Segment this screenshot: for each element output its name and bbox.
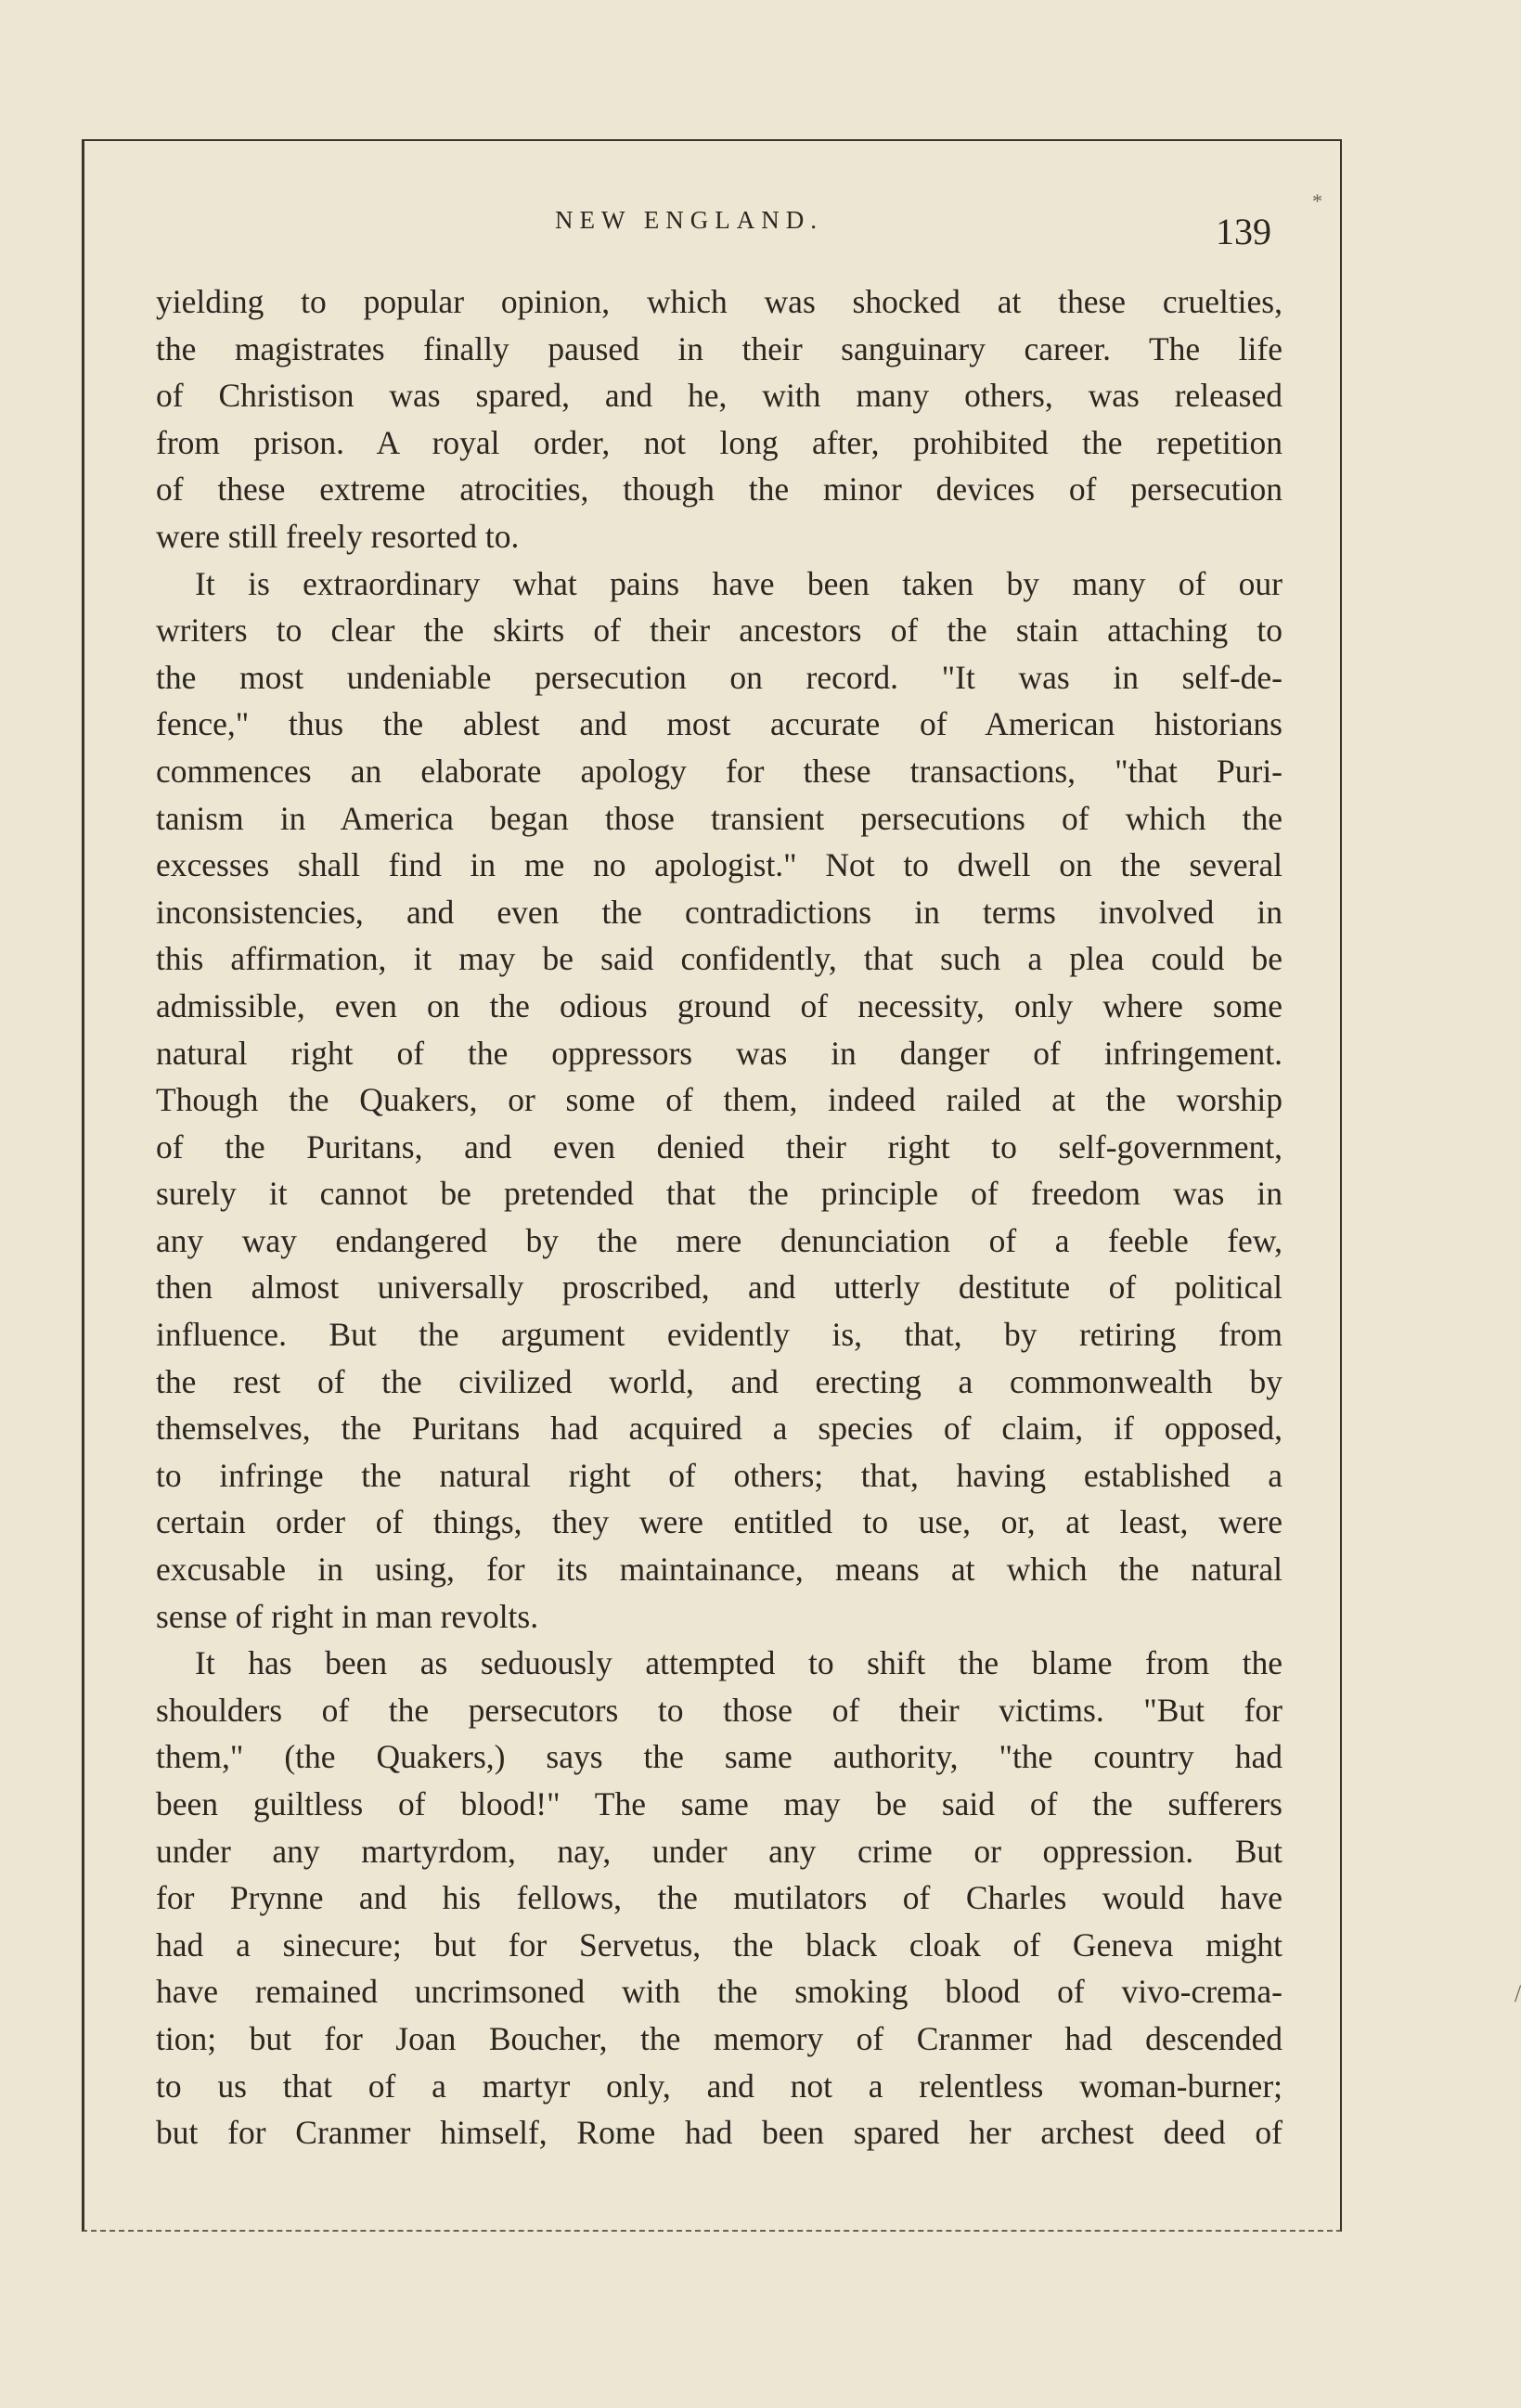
text-line: then almost universally proscribed, and utterly destitute of political [156,1268,1283,1307]
text-line: to infringe the natural right of others; that, having established a [156,1456,1283,1494]
text-line: surely it cannot be pretended that the principle of freedom was in [156,1175,1283,1213]
text-line: excesses shall find in me no apologist." Not to dwell on the several [156,846,1283,884]
text-line: were still freely resorted to. [156,517,520,555]
text-line: any way endangered by the mere denunciation of a feeble few, [156,1221,1283,1259]
text-line: admissible, even on the odious ground of necessity, only where some [156,986,1283,1024]
text-line: of the Puritans, and even denied their right to self-government, [156,1127,1283,1165]
text-line: It is extraordinary what pains have been taken by many of our [195,564,1283,602]
text-line: shoulders of the persecutors to those of their victims. "But for [156,1691,1283,1729]
running-head: NEW ENGLAND. [555,206,823,234]
page-header [0,202,1488,252]
text-line: commences an elaborate apology for these transactions, "that Puri- [156,752,1283,790]
text-line: sense of right in man revolts. [156,1597,539,1635]
text-line: tanism in America began those transient persecutions of which the [156,799,1283,837]
text-line: for Prynne and his fellows, the mutilators of Charles would have [156,1879,1283,1917]
text-line: been guiltless of blood!" The same may be said of the sufferers [156,1785,1283,1822]
text-line: the most undeniable persecution on record. "It was in self-de- [156,658,1283,696]
text-line: excusable in using, for its maintainance, means at which the natural [156,1551,1283,1589]
body-text [156,278,1283,2157]
text-line: the magistrates finally paused in their sanguinary career. The life [156,329,1283,367]
paragraph [156,1640,1283,2157]
page-number: 139 [1216,211,1271,252]
text-line: It has been as seduously attempted to shift the blame from the [195,1644,1283,1682]
text-line: Though the Quakers, or some of them, indeed railed at the worship [156,1081,1283,1119]
text-line: to us that of a martyr only, and not a relentless woman-burner; [156,2067,1283,2105]
paragraph [156,560,1283,1641]
text-line: certain order of things, they were entitled to use, or, at least, were [156,1503,1283,1541]
text-line: from prison. A royal order, not long after, prohibited the repetition [156,423,1283,461]
text-line: themselves, the Puritans had acquired a species of claim, if opposed, [156,1410,1283,1448]
margin-mark-slash: / [1515,1980,1521,2007]
text-line: tion; but for Joan Boucher, the memory of Cranmer had descended [156,2019,1283,2057]
text-line: have remained uncrimsoned with the smoking blood of vivo-crema- [156,1973,1283,2011]
text-line: influence. But the argument evidently is, that, by retiring from [156,1316,1283,1354]
text-line: writers to clear the skirts of their ancestors of the stain attaching to [156,612,1283,650]
text-line: under any martyrdom, nay, under any crime or oppression. But [156,1832,1283,1870]
margin-mark-asterisk: * [1312,189,1322,212]
text-line: of Christison was spared, and he, with many others, was released [156,377,1283,415]
text-line: this affirmation, it may be said confidently, that such a plea could be [156,940,1283,978]
text-line: had a sinecure; but for Servetus, the black cloak of Geneva might [156,1925,1283,1964]
text-line: natural right of the oppressors was in danger of infringement. [156,1034,1283,1072]
paragraph [156,278,1283,560]
text-line: fence," thus the ablest and most accurate of American historians [156,705,1283,743]
text-line: but for Cranmer himself, Rome had been spared her archest deed of [156,2114,1283,2152]
text-line: the rest of the civilized world, and erecting a commonwealth by [156,1362,1283,1400]
text-line: yielding to popular opinion, which was shocked at these cruelties, [156,283,1283,320]
text-line: inconsistencies, and even the contradictions in terms involved in [156,893,1283,931]
text-line: them," (the Quakers,) says the same authority, "the country had [156,1738,1283,1776]
text-line: of these extreme atrocities, though the minor devices of persecution [156,470,1283,509]
